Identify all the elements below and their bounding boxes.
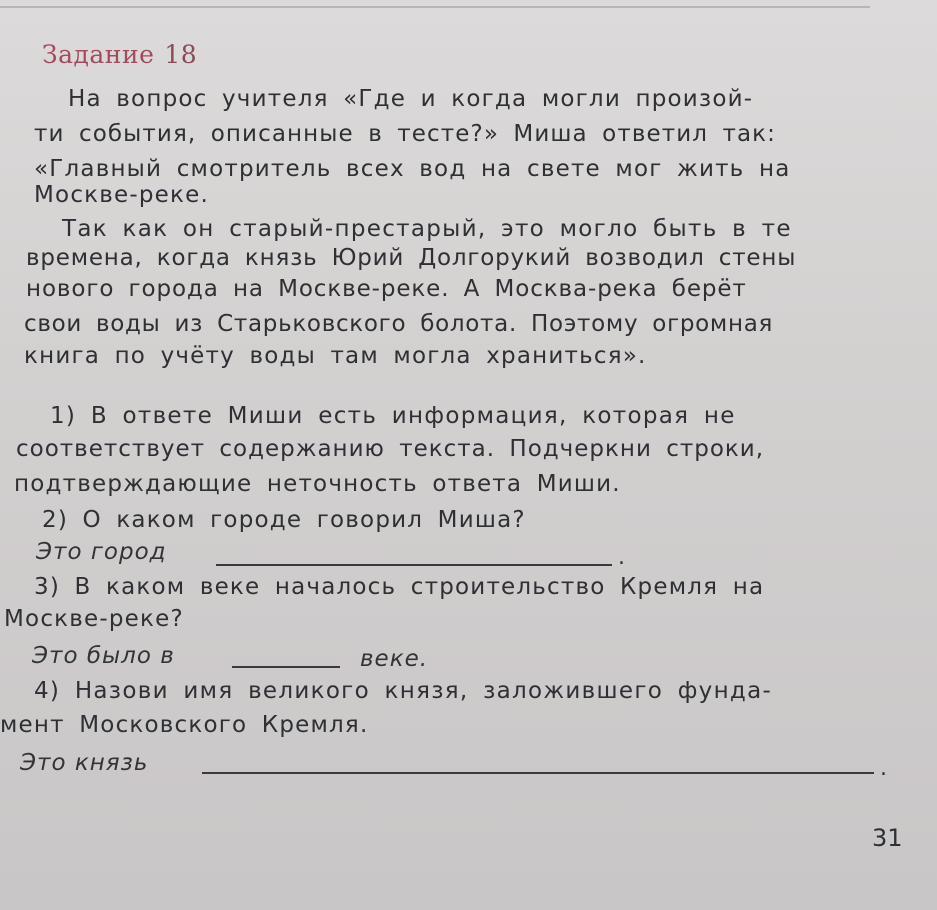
question-line: 4) Назови имя великого князя, заложившего фунда-	[34, 678, 773, 704]
passage-line: «Главный смотритель всех вод на свете мог жить на	[34, 156, 791, 182]
task-number: 18	[164, 40, 198, 69]
task-heading	[42, 40, 197, 69]
passage-line: Так как он старый-престарый, это могло быть в те	[62, 216, 792, 242]
question-line: 3) В каком веке началось строительство Кремля на	[34, 574, 765, 600]
passage-line: книга по учёту воды там могла храниться».	[24, 343, 647, 369]
century-answer-prompt: Это было в	[32, 643, 175, 669]
question-line: соответствует содержанию текста. Подчеркни строки,	[16, 436, 765, 462]
passage-line: нового города на Москве-реке. А Москва-река берёт	[26, 276, 747, 302]
passage-line: ти события, описанные в тесте?» Миша ответил так:	[34, 121, 777, 147]
question-line: 2) О каком городе говорил Миша?	[42, 507, 526, 533]
question-line: Москве-реке?	[4, 606, 184, 632]
question-line: подтверждающие неточность ответа Миши.	[14, 471, 621, 497]
passage-line: Москве-реке.	[34, 182, 209, 208]
question-line: 1) В ответе Миши есть информация, которая не	[50, 403, 736, 429]
passage-line: На вопрос учителя «Где и когда могли произой-	[68, 86, 754, 112]
prince-answer-period: .	[880, 756, 887, 781]
century-answer-suffix: веке.	[360, 646, 429, 672]
city-answer-blank[interactable]	[216, 564, 612, 566]
city-answer-prompt: Это город	[36, 539, 167, 565]
city-answer-period: .	[618, 545, 625, 570]
page-number: 31	[872, 824, 903, 852]
passage-line: свои воды из Старьковского болота. Поэтому огромная	[24, 311, 774, 337]
question-line: мент Московского Кремля.	[0, 712, 369, 738]
century-answer-blank[interactable]	[232, 666, 340, 668]
top-rule	[0, 6, 870, 8]
prince-answer-prompt: Это князь	[20, 750, 149, 776]
prince-answer-blank[interactable]	[202, 772, 874, 774]
task-heading-label: Задание	[42, 40, 155, 69]
passage-line: времена, когда князь Юрий Долгорукий возводил стены	[26, 245, 797, 271]
